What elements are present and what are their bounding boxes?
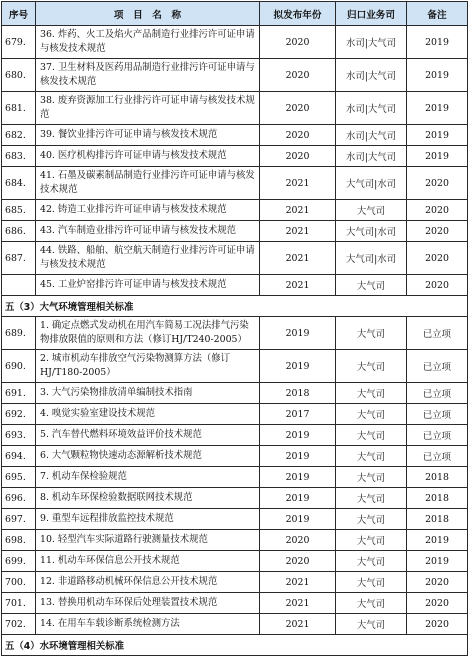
row-item-name: 36. 炸药、火工及焰火产品制造行业排污许可证申请与核发技术规范 — [36, 26, 260, 59]
row-responsible-department: 大气司 — [336, 404, 407, 425]
row-remarks: 2019 — [407, 92, 468, 125]
table-row — [2, 125, 468, 146]
row-responsible-department: 大气司|水司 — [336, 221, 407, 242]
row-serial-number: 687. — [2, 242, 36, 275]
row-responsible-department: 大气司 — [336, 275, 407, 296]
row-item-name: 14. 在用车车载诊断系统检测方法 — [36, 614, 260, 635]
table-row — [2, 509, 468, 530]
row-responsible-department: 大气司 — [336, 530, 407, 551]
row-responsible-department: 大气司 — [336, 614, 407, 635]
table-row — [2, 146, 468, 167]
row-remarks: 2019 — [407, 125, 468, 146]
row-item-name: 45. 工业炉窑排污许可证申请与核发技术规范 — [36, 275, 260, 296]
row-item-name: 10. 轻型汽车实际道路行驶测量技术规范 — [36, 530, 260, 551]
row-serial-number: 700. — [2, 572, 36, 593]
row-responsible-department: 水司|大气司 — [336, 26, 407, 59]
table-row — [2, 221, 468, 242]
row-item-name: 6. 大气颗粒物快速动态源解析技术规范 — [36, 446, 260, 467]
row-remarks: 2020 — [407, 167, 468, 200]
table-row — [2, 275, 468, 296]
row-responsible-department: 大气司 — [336, 551, 407, 572]
table-row — [2, 446, 468, 467]
row-remarks: 2019 — [407, 530, 468, 551]
row-item-name: 5. 汽车替代燃料环境效益评价技术规范 — [36, 425, 260, 446]
row-remarks: 2019 — [407, 551, 468, 572]
row-remarks: 2020 — [407, 221, 468, 242]
row-responsible-department: 大气司 — [336, 509, 407, 530]
table-row — [2, 200, 468, 221]
row-item-name: 43. 汽车制造业排污许可证申请与核发技术规范 — [36, 221, 260, 242]
row-item-name: 9. 重型车远程排放监控技术规范 — [36, 509, 260, 530]
row-planned-year: 2020 — [260, 146, 336, 167]
table-row — [2, 530, 468, 551]
row-planned-year: 2019 — [260, 317, 336, 350]
row-item-name: 44. 铁路、船舶、航空航天制造行业排污许可证申请与核发技术规范 — [36, 242, 260, 275]
section-heading-row — [2, 296, 468, 317]
row-remarks: 2020 — [407, 242, 468, 275]
row-planned-year: 2017 — [260, 404, 336, 425]
table-row — [2, 404, 468, 425]
header-responsible-department: 归口业务司 — [336, 2, 407, 26]
row-item-name: 11. 机动车环保信息公开技术规范 — [36, 551, 260, 572]
table-header-row — [2, 2, 468, 26]
row-serial-number: 694. — [2, 446, 36, 467]
row-item-name: 41. 石墨及碳素制品制造行业排污许可证申请与核发技术规范 — [36, 167, 260, 200]
row-planned-year: 2021 — [260, 593, 336, 614]
header-item-name: 项 目 名 称 — [36, 2, 260, 26]
row-planned-year: 2019 — [260, 509, 336, 530]
row-responsible-department: 水司|大气司 — [336, 146, 407, 167]
row-serial-number: 699. — [2, 551, 36, 572]
row-planned-year: 2019 — [260, 488, 336, 509]
row-planned-year: 2019 — [260, 425, 336, 446]
row-planned-year: 2019 — [260, 446, 336, 467]
row-planned-year: 2021 — [260, 200, 336, 221]
row-responsible-department: 大气司|水司 — [336, 242, 407, 275]
row-item-name: 3. 大气污染物排放清单编制技术指南 — [36, 383, 260, 404]
row-responsible-department: 水司|大气司 — [336, 59, 407, 92]
table-row — [2, 350, 468, 383]
row-planned-year: 2019 — [260, 467, 336, 488]
row-serial-number: 695. — [2, 467, 36, 488]
row-item-name: 42. 铸造工业排污许可证申请与核发技术规范 — [36, 200, 260, 221]
row-remarks: 已立项 — [407, 425, 468, 446]
row-planned-year: 2021 — [260, 167, 336, 200]
row-serial-number: 701. — [2, 593, 36, 614]
row-remarks: 已立项 — [407, 446, 468, 467]
row-planned-year: 2020 — [260, 551, 336, 572]
table-row — [2, 467, 468, 488]
row-serial-number: 702. — [2, 614, 36, 635]
header-planned-year: 拟发布年份 — [260, 2, 336, 26]
row-remarks: 2018 — [407, 467, 468, 488]
row-remarks: 2020 — [407, 614, 468, 635]
row-remarks: 2019 — [407, 26, 468, 59]
table-row — [2, 26, 468, 59]
row-item-name: 4. 嗅觉实验室建设技术规范 — [36, 404, 260, 425]
row-serial-number: 683. — [2, 146, 36, 167]
row-planned-year: 2019 — [260, 350, 336, 383]
row-item-name: 8. 机动车环保检验数据联网技术规范 — [36, 488, 260, 509]
row-responsible-department: 大气司 — [336, 350, 407, 383]
row-serial-number: 698. — [2, 530, 36, 551]
row-responsible-department: 大气司 — [336, 467, 407, 488]
row-responsible-department: 大气司 — [336, 200, 407, 221]
row-serial-number — [2, 275, 36, 296]
header-serial-number: 序号 — [2, 2, 36, 26]
row-serial-number: 689. — [2, 317, 36, 350]
row-item-name: 40. 医疗机构排污许可证申请与核发技术规范 — [36, 146, 260, 167]
row-planned-year: 2021 — [260, 275, 336, 296]
table-row — [2, 317, 468, 350]
table-row — [2, 383, 468, 404]
row-planned-year: 2020 — [260, 125, 336, 146]
row-planned-year: 2020 — [260, 92, 336, 125]
table-row — [2, 593, 468, 614]
table-row — [2, 59, 468, 92]
row-remarks: 2020 — [407, 572, 468, 593]
row-planned-year: 2021 — [260, 572, 336, 593]
row-serial-number: 682. — [2, 125, 36, 146]
row-responsible-department: 水司|大气司 — [336, 92, 407, 125]
row-planned-year: 2021 — [260, 221, 336, 242]
row-planned-year: 2021 — [260, 242, 336, 275]
table-row — [2, 572, 468, 593]
row-planned-year: 2020 — [260, 26, 336, 59]
section-heading: 五（3）大气环境管理相关标准 — [2, 296, 468, 317]
row-remarks: 2020 — [407, 275, 468, 296]
row-serial-number: 691. — [2, 383, 36, 404]
table-row — [2, 167, 468, 200]
row-item-name: 39. 餐饮业排污许可证申请与核发技术规范 — [36, 125, 260, 146]
row-remarks: 2019 — [407, 146, 468, 167]
row-serial-number: 697. — [2, 509, 36, 530]
row-responsible-department: 大气司 — [336, 383, 407, 404]
section-heading-row — [2, 635, 468, 656]
row-remarks: 已立项 — [407, 383, 468, 404]
row-planned-year: 2021 — [260, 614, 336, 635]
row-serial-number: 690. — [2, 350, 36, 383]
row-responsible-department: 大气司|水司 — [336, 167, 407, 200]
row-item-name: 38. 废弃资源加工行业排污许可证申请与核发技术规范 — [36, 92, 260, 125]
row-remarks: 已立项 — [407, 350, 468, 383]
row-serial-number: 680. — [2, 59, 36, 92]
row-remarks: 2019 — [407, 59, 468, 92]
row-responsible-department: 大气司 — [336, 317, 407, 350]
row-planned-year: 2020 — [260, 530, 336, 551]
row-serial-number: 685. — [2, 200, 36, 221]
row-item-name: 7. 机动车保检验规范 — [36, 467, 260, 488]
row-remarks: 2018 — [407, 488, 468, 509]
table-body — [2, 26, 468, 656]
row-item-name: 37. 卫生材料及医药用品制造行业排污许可证申请与核发技术规范 — [36, 59, 260, 92]
row-responsible-department: 大气司 — [336, 593, 407, 614]
row-serial-number: 684. — [2, 167, 36, 200]
table-row — [2, 425, 468, 446]
row-remarks: 已立项 — [407, 404, 468, 425]
row-item-name: 1. 确定点燃式发动机在用汽车简易工况法排气污染物排放限值的原则和方法（修订HJ/T240-2005） — [36, 317, 260, 350]
row-serial-number: 693. — [2, 425, 36, 446]
row-responsible-department: 大气司 — [336, 488, 407, 509]
row-planned-year: 2018 — [260, 383, 336, 404]
row-remarks: 已立项 — [407, 317, 468, 350]
header-remarks: 备注 — [407, 2, 468, 26]
row-item-name: 13. 替换用机动车环保后处理装置技术规范 — [36, 593, 260, 614]
row-item-name: 12. 非道路移动机械环保信息公开技术规范 — [36, 572, 260, 593]
table-row — [2, 242, 468, 275]
row-serial-number: 679. — [2, 26, 36, 59]
standards-table — [1, 1, 468, 656]
row-responsible-department: 大气司 — [336, 446, 407, 467]
row-remarks: 2018 — [407, 509, 468, 530]
row-remarks: 2020 — [407, 200, 468, 221]
row-responsible-department: 大气司 — [336, 572, 407, 593]
row-responsible-department: 水司|大气司 — [336, 125, 407, 146]
table-row — [2, 614, 468, 635]
row-serial-number: 686. — [2, 221, 36, 242]
table-row — [2, 551, 468, 572]
row-remarks: 2020 — [407, 593, 468, 614]
table-row — [2, 488, 468, 509]
table-row — [2, 92, 468, 125]
section-heading: 五（4）水环境管理相关标准 — [2, 635, 468, 656]
row-item-name: 2. 城市机动车排放空气污染物测算方法（修订HJ/T180-2005） — [36, 350, 260, 383]
row-serial-number: 696. — [2, 488, 36, 509]
row-planned-year: 2020 — [260, 59, 336, 92]
row-responsible-department: 大气司 — [336, 425, 407, 446]
row-serial-number: 681. — [2, 92, 36, 125]
row-serial-number: 692. — [2, 404, 36, 425]
